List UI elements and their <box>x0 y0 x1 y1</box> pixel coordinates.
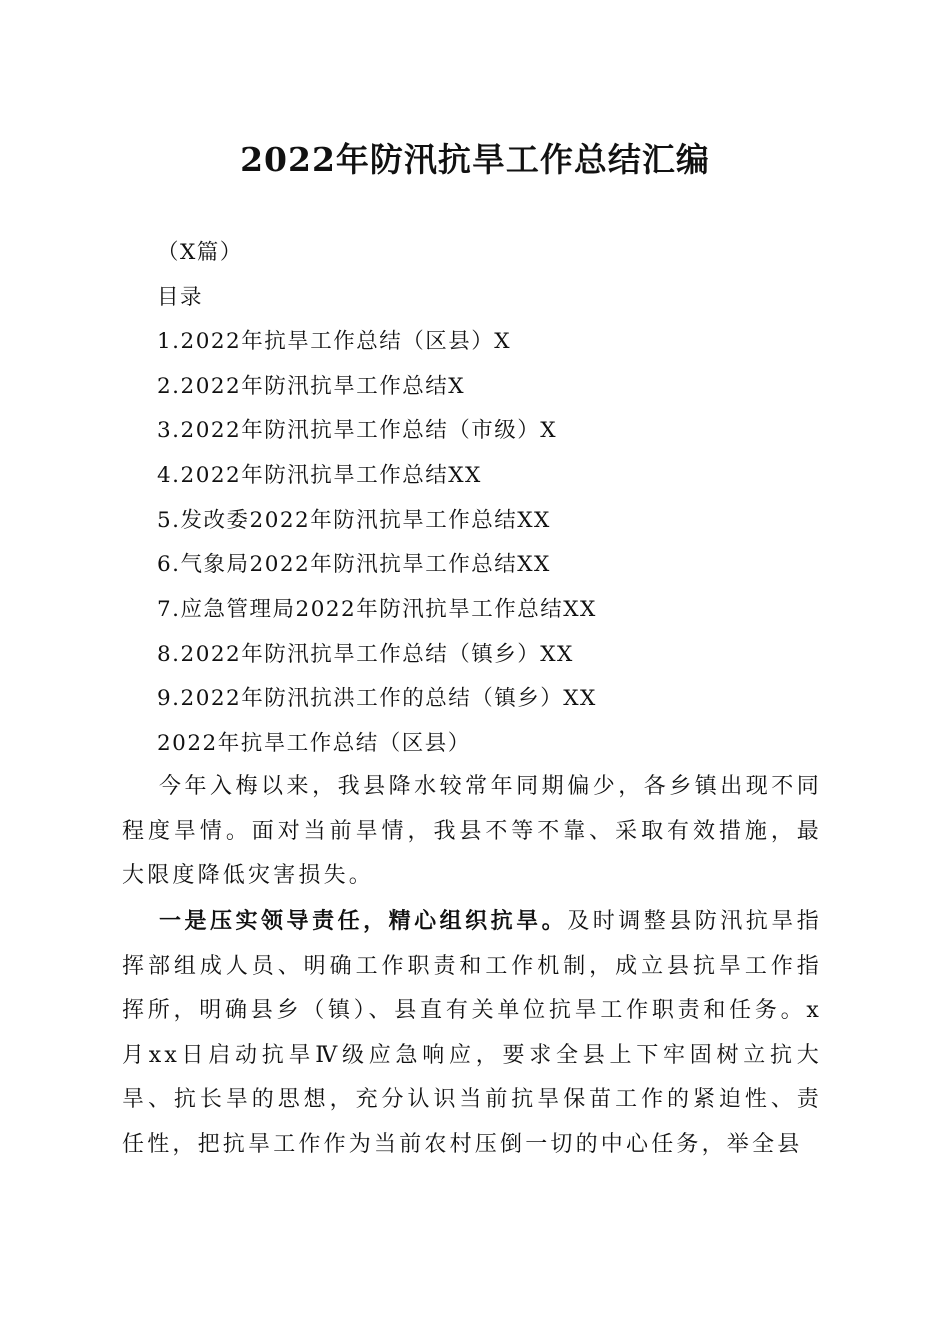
document-title: 2022年防汛抗旱工作总结汇编 <box>240 140 710 179</box>
document-subtitle: （X篇） <box>157 240 243 265</box>
toc-item: 4.2022年防汛抗旱工作总结XX <box>157 463 482 488</box>
toc-item: 2.2022年防汛抗旱工作总结X <box>157 374 466 399</box>
toc-item: 3.2022年防汛抗旱工作总结（市级）X <box>157 418 558 443</box>
toc-item: 5.发改委2022年防汛抗旱工作总结XX <box>157 508 551 533</box>
section-heading: 2022年抗旱工作总结（区县） <box>157 731 471 756</box>
toc-item: 8.2022年防汛抗旱工作总结（镇乡）XX <box>157 642 574 667</box>
toc-item: 1.2022年抗旱工作总结（区县）X <box>157 329 512 354</box>
toc-heading: 目录 <box>157 285 204 310</box>
body-paragraph-1: 今年入梅以来，我县降水较常年同期偏少，各乡镇出现不同程度旱情。面对当前旱情，我县不等不靠、采取有效措施，最大限度降低灾害损失。 <box>122 774 822 888</box>
paragraph-lead: 一是压实领导责任，精心组织抗旱。 <box>159 908 568 934</box>
toc-item: 9.2022年防汛抗洪工作的总结（镇乡）XX <box>157 686 597 711</box>
paragraph-body: 及时调整县防汛抗旱指挥部组成人员、明确工作职责和工作机制，成立县抗旱工作指挥所，明确县乡（镇）、县直有关单位抗旱工作职责和任务。x月xx日启动抗旱Ⅳ级应急响应，要求全县上下牢固树立抗大旱、抗长旱的思想，充分认识当前抗旱保苗工作的紧迫性、责任性，把抗旱工作作为当前农村压倒一切的中心任务，举全县 <box>122 909 822 1157</box>
toc-item: 7.应急管理局2022年防汛抗旱工作总结XX <box>157 597 597 622</box>
body-paragraph-2 <box>122 899 822 1167</box>
toc-item: 6.气象局2022年防汛抗旱工作总结XX <box>157 552 551 577</box>
